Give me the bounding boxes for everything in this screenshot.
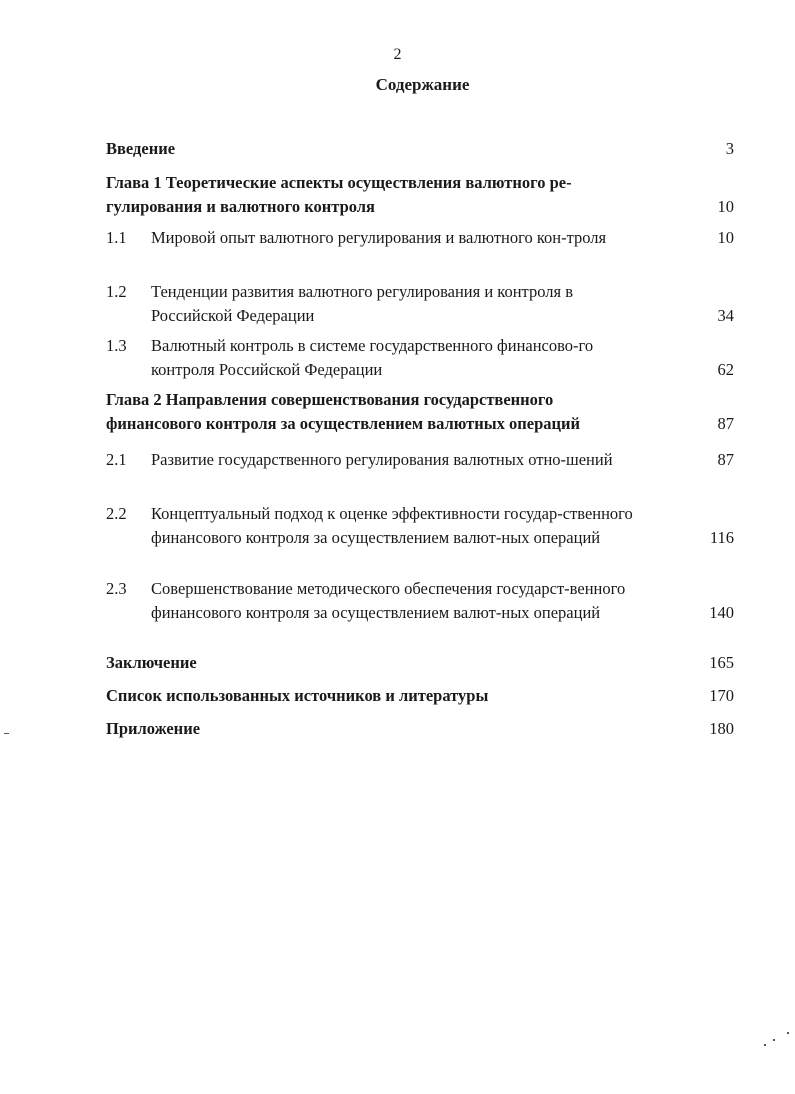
toc-entry-text: Глава 2 Направления совершенствования государственного финансового контроля за осуществлением валютных операций xyxy=(106,390,581,433)
toc-entry-references xyxy=(106,684,734,708)
toc-entry-number: 1.3 xyxy=(106,336,127,355)
toc-entry-page: 87 xyxy=(717,414,734,433)
scan-mark xyxy=(4,733,9,734)
toc-entry-page: 165 xyxy=(709,653,734,672)
toc-entry-page: 170 xyxy=(709,686,734,705)
toc-entry-2-1 xyxy=(106,448,734,472)
toc-entry-page: 3 xyxy=(725,139,734,158)
toc-entry-text: Мировой опыт валютного регулирования и валютного кон-троля xyxy=(151,228,607,247)
toc-entry-page: 10 xyxy=(717,228,734,247)
toc-entry-page: 10 xyxy=(717,197,734,216)
toc-entry-number: 2.2 xyxy=(106,504,127,523)
toc-entry-text: Введение xyxy=(106,139,176,158)
toc-entry-text: Глава 1 Теоретические аспекты осуществления валютного ре-гулирования и валютного контроля xyxy=(106,173,572,216)
toc-entry-number: 1.2 xyxy=(106,282,127,301)
toc-entry-page: 34 xyxy=(717,306,734,325)
toc-entry-1-2 xyxy=(106,280,734,328)
toc-entry-appendix xyxy=(106,717,734,741)
toc-entry-text: Совершенствование методического обеспечения государст-венного финансового контроля за осуществлением валют-ных операций xyxy=(151,579,626,622)
toc-entry-page: 140 xyxy=(709,603,734,622)
toc-entry-text: Тенденции развития валютного регулирования и контроля в Российской Федерации xyxy=(151,282,573,325)
toc-entry-2-2 xyxy=(106,502,734,550)
toc-entry-introduction xyxy=(106,137,734,161)
toc-entry-chapter-2 xyxy=(106,388,734,436)
toc-entry-text: Концептуальный подход к оценке эффективности государ-ственного финансового контроля за осуществлением валют-ных операций xyxy=(151,504,633,547)
toc-entry-number: 2.1 xyxy=(106,450,127,469)
scan-dot xyxy=(764,1044,766,1046)
scan-dot xyxy=(787,1032,789,1034)
toc-entry-text: Список использованных источников и литературы xyxy=(106,686,489,705)
toc-entry-1-1 xyxy=(106,226,734,250)
toc-entry-number: 2.3 xyxy=(106,579,127,598)
toc-entry-text: Заключение xyxy=(106,653,197,672)
toc-entry-page: 180 xyxy=(709,719,734,738)
page-title: Содержание xyxy=(375,75,470,94)
toc-entry-chapter-1 xyxy=(106,171,734,219)
toc-entry-conclusion xyxy=(106,651,734,675)
toc-entry-text: Развитие государственного регулирования валютных отно-шений xyxy=(151,450,613,469)
toc-entry-page: 87 xyxy=(717,450,734,469)
toc-entry-text: Приложение xyxy=(106,719,201,738)
toc-entry-page: 62 xyxy=(717,360,734,379)
toc-entry-number: 1.1 xyxy=(106,228,127,247)
toc-entry-page: 116 xyxy=(709,528,734,547)
toc-entry-2-3 xyxy=(106,577,734,625)
toc-entry-1-3 xyxy=(106,334,734,382)
toc-entry-text: Валютный контроль в системе государственного финансово-го контроля Российской Федерации xyxy=(151,336,594,379)
page-number: 2 xyxy=(393,46,402,63)
scan-dot xyxy=(773,1039,775,1041)
